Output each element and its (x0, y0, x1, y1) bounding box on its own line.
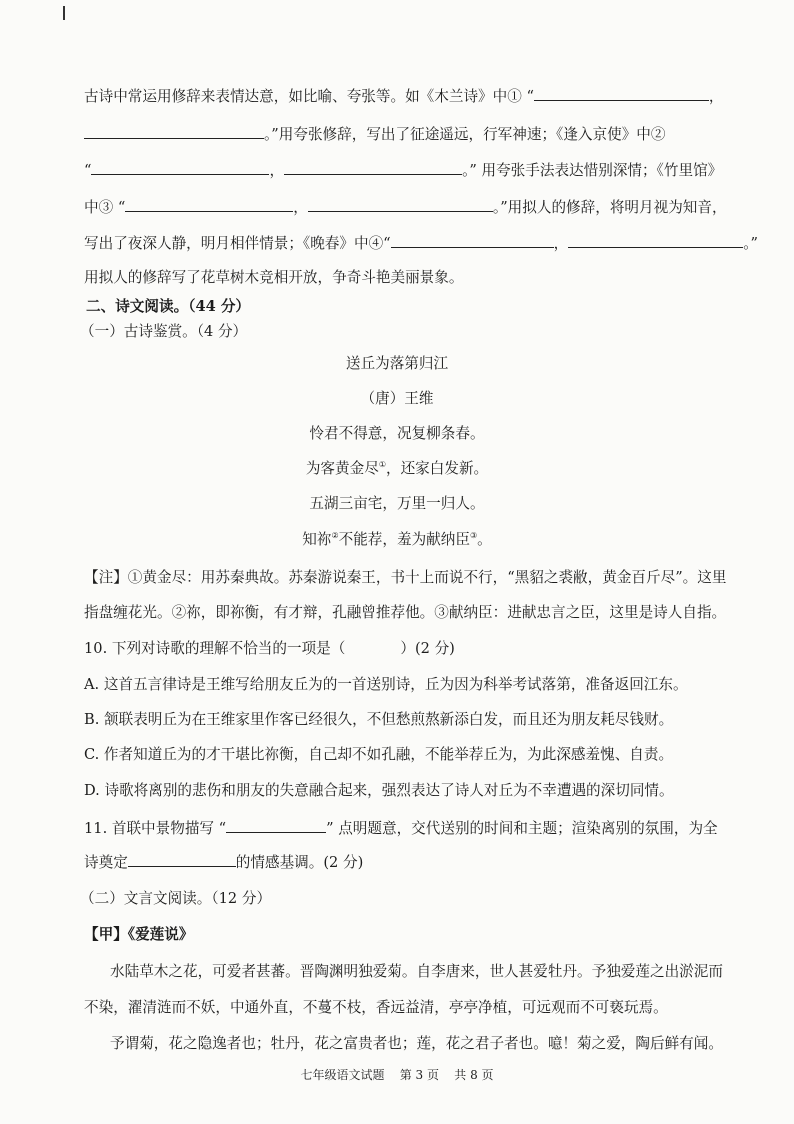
poem-line-3: 五湖三亩宅，万里一归人。 (309, 495, 485, 512)
text: 中③ “ (84, 199, 126, 216)
poem-title: 送丘为落第归江 (345, 355, 449, 372)
scan-mark (63, 6, 65, 20)
sub-one-heading: （一）古诗鉴赏。（4 分） (80, 323, 248, 340)
answer-blank-11b[interactable] (128, 852, 236, 867)
fill-blank-line-4 (84, 197, 758, 218)
text: ）(2 分) (400, 640, 455, 657)
footnote-marker: ② (331, 531, 339, 541)
text: 知祢 (302, 531, 332, 548)
text: 11. 首联中景物描写 “ (84, 820, 227, 837)
answer-blank-11a[interactable] (226, 818, 326, 833)
poem-line-4 (0, 530, 794, 550)
ailian-paragraph-1-line-1: 水陆草木之花，可爱者甚蕃。晋陶渊明独爱菊。自李唐来，世人甚爱牡丹。予独爱莲之出淤泥而 (110, 963, 723, 980)
text: 。”用夸张修辞，写出了征途遥远，行军神速；《逢入京使》中② (264, 126, 666, 143)
question-10-option-b: B. 颔联表明丘为在王维家里作客已经很久，不但愁煎熬新添白发，而且还为朋友耗尽钱财。 (84, 711, 674, 728)
answer-blank-2a[interactable] (91, 160, 269, 175)
answer-blank-1b[interactable] (84, 124, 264, 139)
fill-blank-line-3 (84, 160, 758, 181)
answer-blank-4b[interactable] (568, 233, 743, 248)
text: 为客黄金尽 (305, 460, 379, 477)
footnote-marker: ③ (469, 531, 478, 541)
notes-line-1: 【注】①黄金尽：用苏秦典故。苏秦游说秦王，书十上而说不行，“黑貂之裘敝，黄金百斤尽”。这里 (84, 569, 727, 586)
poem-author: （唐）王维 (360, 390, 434, 407)
jia-heading: 【甲】《爱莲说》 (84, 926, 194, 943)
text: ， (708, 88, 724, 105)
text: “ (84, 162, 92, 179)
fill-blank-line-5 (84, 233, 758, 254)
ailian-paragraph-2: 予谓菊，花之隐逸者也；牡丹，花之富贵者也；莲，花之君子者也。噫！菊之爱，陶后鲜有闻。 (110, 1035, 723, 1052)
text: 古诗中常运用修辞来表情达意，如比喻、夸张等。如《木兰诗》中① “ (84, 88, 534, 105)
question-10-option-a: A. 这首五言律诗是王维写给朋友丘为的一首送别诗，丘为因为科举考试落第，准备返回江东。 (84, 676, 688, 693)
text: 诗奠定 (84, 854, 128, 871)
ailian-paragraph-1-line-2: 不染，濯清涟而不妖，中通外直，不蔓不枝，香远益清，亭亭净植，可远观而不可亵玩焉。 (84, 999, 668, 1016)
poem-line-1: 怜君不得意，况复柳条春。 (309, 425, 485, 442)
fill-blank-line-6: 用拟人的修辞写了花草树木竞相开放，争奇斗艳美丽景象。 (84, 269, 464, 286)
footnote-marker: ① (378, 460, 386, 470)
question-11-line-1 (84, 818, 758, 839)
question-10-stem (84, 639, 758, 659)
sub-two-heading: （二）文言文阅读。（12 分） (80, 890, 272, 907)
text: ， (269, 162, 285, 179)
answer-blank-1a[interactable] (534, 86, 709, 101)
text: ，还家白发新。 (385, 460, 489, 477)
question-11-line-2 (84, 852, 758, 873)
answer-blank-3a[interactable] (125, 197, 293, 212)
text: 10. 下列对诗歌的理解不恰当的一项是（ (84, 640, 346, 657)
poem-line-2 (0, 459, 794, 479)
text: 的情感基调。(2 分) (235, 854, 364, 871)
fill-blank-line-1 (84, 86, 758, 107)
part-two-heading: 二、诗文阅读。（44 分） (86, 298, 251, 315)
fill-blank-line-2 (84, 124, 758, 145)
answer-blank-2b[interactable] (284, 160, 462, 175)
text: 写出了夜深人静，明月相伴情景；《晚春》中④“ (84, 235, 391, 252)
text: 。” 用夸张手法表达惜别深情；《竹里馆》 (462, 162, 723, 179)
answer-blank-4a[interactable] (391, 233, 554, 248)
notes-line-2: 指盘缠花光。②祢，即祢衡，有才辩，孔融曾推荐他。③献纳臣：进献忠言之臣，这里是诗人自指。 (84, 604, 727, 621)
text: ， (553, 235, 569, 252)
question-10-option-d: D. 诗歌将离别的悲伤和朋友的失意融合起来，强烈表达了诗人对丘为不幸遭遇的深切同情。 (84, 782, 674, 799)
text: ” 点明题意，交代送别的时间和主题；渲染离别的氛围，为全 (326, 820, 718, 837)
answer-blank-3b[interactable] (308, 197, 493, 212)
text: 不能荐，羞为献纳臣 (338, 531, 470, 548)
page-footer: 七年级语文试题 第 3 页 共 8 页 (300, 1068, 494, 1082)
text: 。” (743, 235, 759, 252)
text: 。 (477, 531, 492, 548)
text: 。”用拟人的修辞，将明月视为知音， (492, 199, 727, 216)
question-10-option-c: C. 作者知道丘为的才干堪比祢衡，自己却不如孔融，不能举荐丘为，为此深感羞愧、自责。 (84, 746, 674, 763)
text: ， (293, 199, 308, 216)
